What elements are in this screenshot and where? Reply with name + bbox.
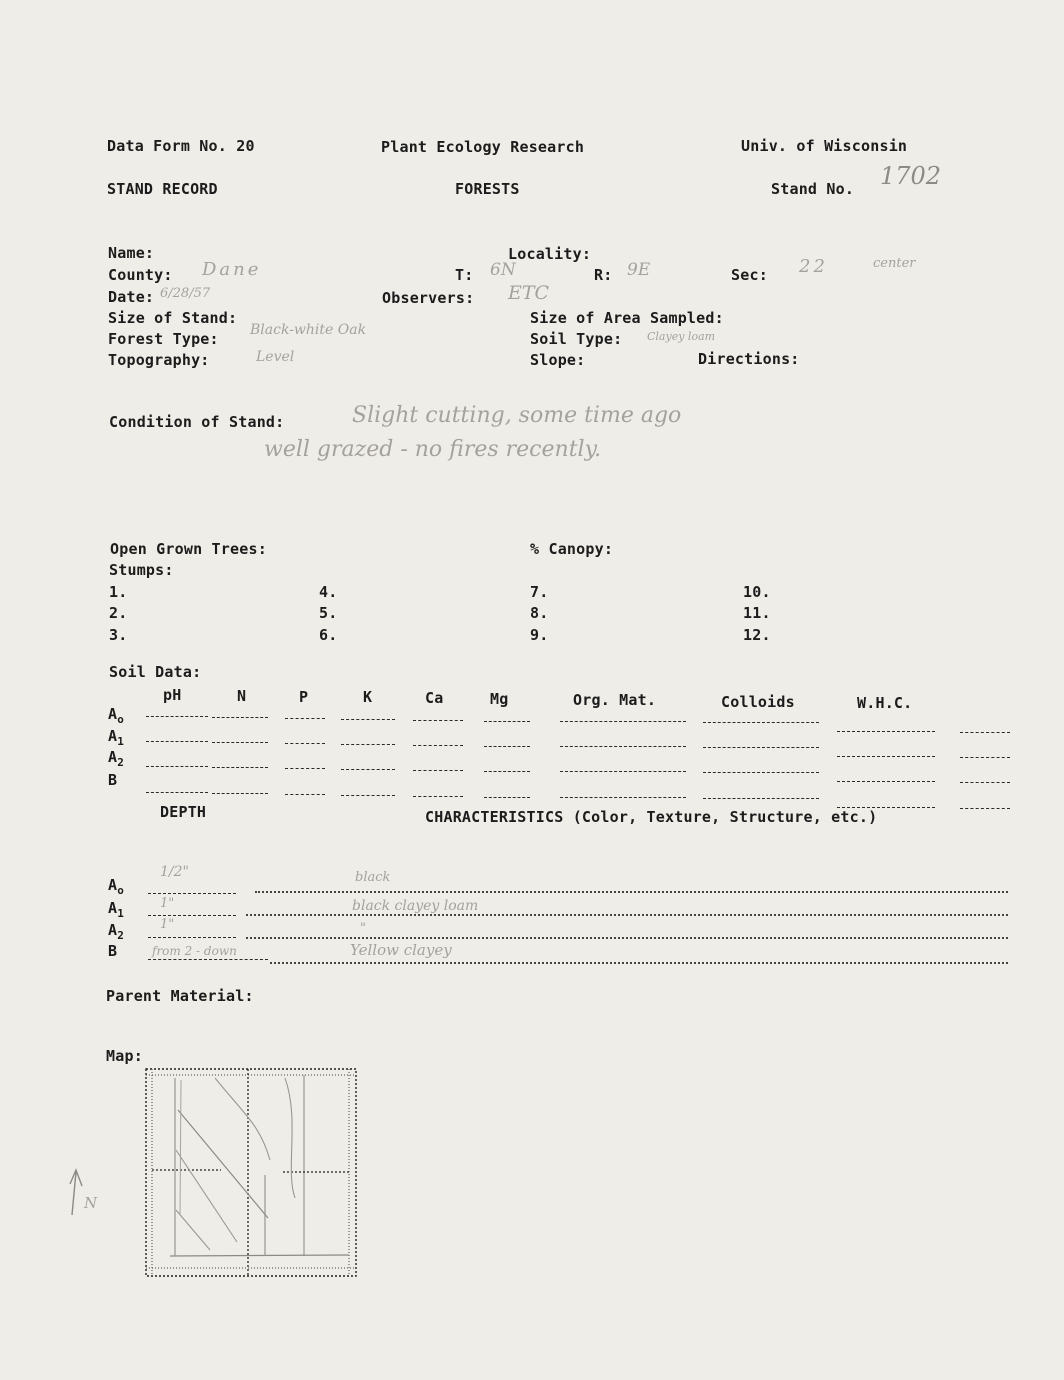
north-arrow-icon (70, 1170, 82, 1215)
organization: Plant Ecology Research (381, 138, 585, 156)
stump-number: 10. (743, 583, 771, 601)
stump-number: 3. (109, 626, 128, 644)
university: Univ. of Wisconsin (741, 137, 908, 155)
soil-col-header: Org. Mat. (573, 691, 657, 709)
section-value: 22 (799, 256, 828, 277)
size-of-stand-label: Size of Stand: (108, 309, 238, 327)
condition-line-1: Slight cutting, some time ago (352, 403, 682, 428)
soil-col-header: P (299, 688, 309, 706)
characteristics-label: CHARACTERISTICS (Color, Texture, Structure, etc.) (425, 808, 878, 826)
horizon-a1: $A_1$ (108, 727, 125, 748)
stump-number: 2. (109, 604, 128, 622)
soil-col-header: W.H.C. (857, 694, 913, 712)
depth-a1-value: 1" (160, 896, 175, 911)
depth-label: DEPTH (160, 803, 207, 821)
stump-number: 5. (319, 604, 338, 622)
soil-col-header: Ca (425, 689, 444, 707)
condition-label: Condition of Stand: (109, 413, 285, 431)
record-title: STAND RECORD (107, 180, 218, 198)
soil-col-header: K (363, 688, 373, 706)
stump-number: 12. (743, 626, 771, 644)
stand-number-label: Stand No. (771, 180, 855, 198)
soil-col-header: pH (163, 686, 182, 704)
observers-label: Observers: (382, 289, 475, 307)
depth-a0-value: 1/2" (160, 864, 189, 880)
area-sampled-label: Size of Area Sampled: (530, 309, 724, 327)
parent-material-label: Parent Material: (106, 987, 254, 1005)
depth-b-value: from 2 - down (152, 944, 237, 958)
stump-number: 1. (109, 583, 128, 601)
open-grown-trees-label: Open Grown Trees: (110, 540, 267, 558)
topography-label: Topography: (108, 351, 210, 369)
record-type: FORESTS (455, 180, 520, 198)
stump-number: 6. (319, 626, 338, 644)
char-a1-value: black clayey loam (352, 898, 479, 914)
range-value: 9E (627, 260, 651, 280)
slope-label: Slope: (530, 351, 586, 369)
map-label: Map: (106, 1047, 143, 1065)
township-value: 6N (490, 260, 516, 280)
condition-line-2: well grazed - no fires recently. (264, 437, 602, 462)
soil-col-header: Colloids (721, 693, 795, 711)
observers-value: ETC (508, 282, 550, 304)
stump-number: 7. (530, 583, 549, 601)
soil-type-label: Soil Type: (530, 330, 623, 348)
forest-type-value: Black-white Oak (250, 322, 367, 338)
section-note: center (873, 256, 916, 271)
soil-type-value: Clayey loam (647, 330, 716, 343)
stumps-label: Stumps: (109, 561, 174, 579)
char-a2-value: " (360, 921, 366, 936)
locality-label: Locality: (508, 245, 592, 263)
char-b-value: Yellow clayey (350, 941, 452, 959)
depth-horizon-a0: $A_o$ (108, 876, 125, 897)
form-number: Data Form No. 20 (107, 137, 255, 155)
name-label: Name: (108, 244, 155, 262)
stump-number: 9. (530, 626, 549, 644)
horizon-a2: $A_2$ (108, 748, 125, 769)
horizon-b: B (108, 771, 118, 789)
county-value: Dane (202, 259, 262, 280)
char-a0-value: black (355, 870, 391, 885)
section-label: Sec: (731, 266, 768, 284)
directions-label: Directions: (698, 350, 800, 368)
depth-horizon-a2: $A_2$ (108, 921, 125, 942)
topography-value: Level (256, 349, 295, 365)
depth-a2-value: 1" (160, 917, 175, 932)
depth-horizon-a1: $A_1$ (108, 899, 125, 920)
soil-col-header: N (237, 687, 247, 705)
stump-number: 11. (743, 604, 771, 622)
canopy-label: % Canopy: (530, 540, 614, 558)
north-label: N (84, 1194, 98, 1212)
soil-col-header: Mg (490, 690, 509, 708)
date-label: Date: (108, 288, 155, 306)
township-label: T: (455, 266, 474, 284)
stump-number: 4. (319, 583, 338, 601)
range-label: R: (594, 266, 613, 284)
stand-number-value: 1702 (880, 162, 942, 190)
stump-number: 8. (530, 604, 549, 622)
date-value: 6/28/57 (160, 286, 211, 301)
forest-type-label: Forest Type: (108, 330, 219, 348)
depth-horizon-b: B (108, 942, 118, 960)
soil-data-label: Soil Data: (109, 663, 202, 681)
horizon-a0: $A_o$ (108, 705, 125, 726)
county-label: County: (108, 266, 173, 284)
